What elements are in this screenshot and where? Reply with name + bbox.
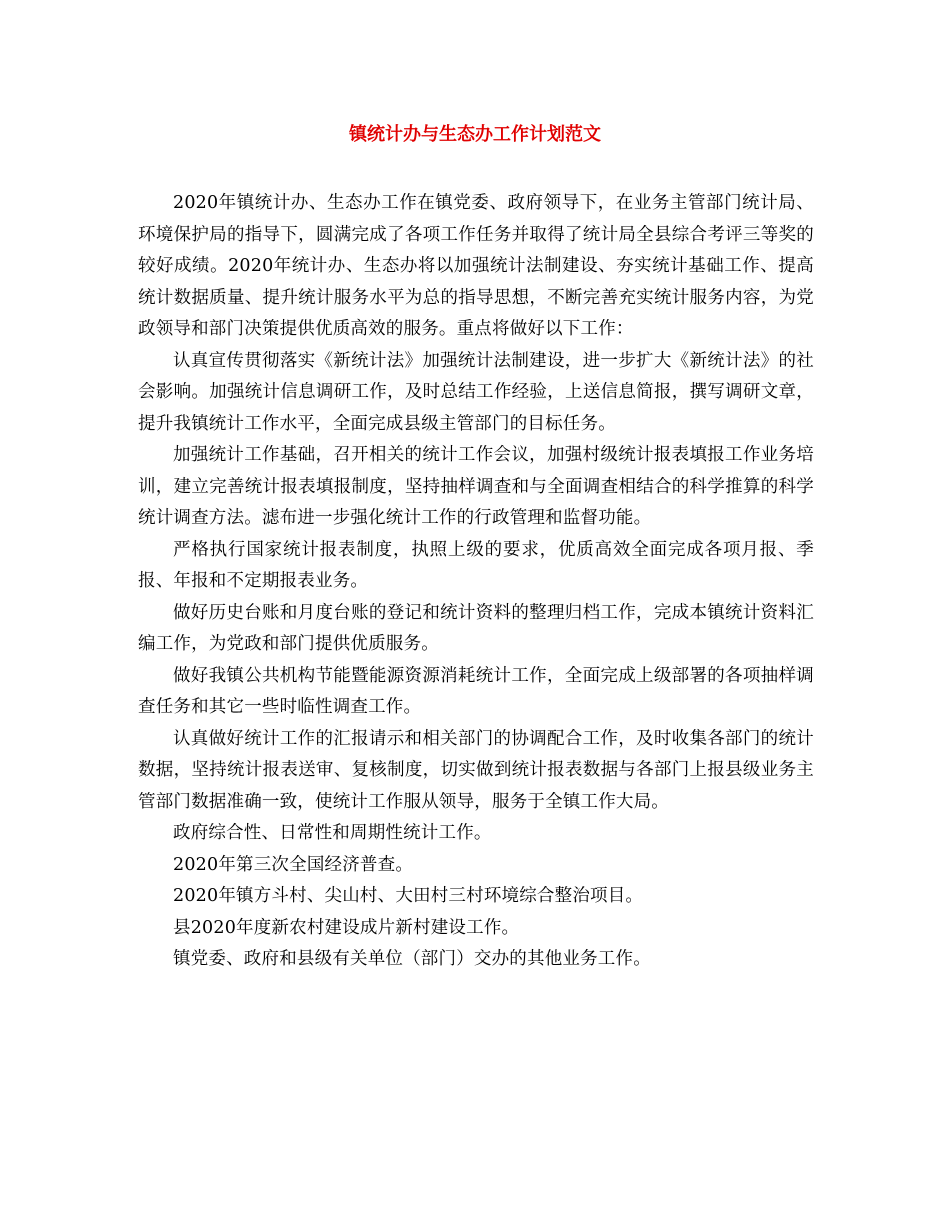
paragraph: 政府综合性、日常性和周期性统计工作。	[173, 823, 492, 843]
paragraph: 认真宣传贯彻落实《新统计法》加强统计法制建设，进一步扩大《新统计法》的社会影响。加强统计信息调研工作，及时总结工作经验，上送信息简报，撰写调研文章，提升我镇统计工作水平，全面完成县级主管部门的目标任务。	[138, 350, 814, 434]
paragraph: 做好我镇公共机构节能暨能源资源消耗统计工作，全面完成上级部署的各项抽样调查任务和其它一些时临性调查工作。	[138, 665, 814, 717]
paragraph: 严格执行国家统计报表制度，执照上级的要求，优质高效全面完成各项月报、季报、年报和不定期报表业务。	[138, 539, 814, 591]
paragraph: 做好历史台账和月度台账的登记和统计资料的整理归档工作，完成本镇统计资料汇编工作，为党政和部门提供优质服务。	[138, 602, 814, 654]
paragraph: 认真做好统计工作的汇报请示和相关部门的协调配合工作，及时收集各部门的统计数据，坚持统计报表送审、复核制度，切实做到统计报表数据与各部门上报县级业务主管部门数据准确一致，使统计工作服从领导，服务于全镇工作大局。	[138, 728, 814, 812]
paragraph: 镇党委、政府和县级有关单位（部门）交办的其他业务工作。	[173, 949, 651, 969]
document-body	[138, 188, 814, 976]
paragraph: 2020年镇统计办、生态办工作在镇党委、政府领导下，在业务主管部门统计局、环境保护局的指导下，圆满完成了各项工作任务并取得了统计局全县综合考评三等奖的较好成绩。2020年统计办、生态办将以加强统计法制建设、夯实统计基础工作、提高统计数据质量、提升统计服务水平为总的指导思想，不断完善充实统计服务内容，为党政领导和部门决策提供优质高效的服务。重点将做好以下工作：	[138, 193, 814, 339]
paragraph: 加强统计工作基础，召开相关的统计工作会议，加强村级统计报表填报工作业务培训，建立完善统计报表填报制度，坚持抽样调查和与全面调查相结合的科学推算的科学统计调查方法。滤布进一步强化统计工作的行政管理和监督功能。	[138, 445, 814, 528]
paragraph: 县2020年度新农村建设成片新村建设工作。	[173, 917, 520, 938]
paragraph: 2020年镇方斗村、尖山村、大田村三村环境综合整治项目。	[173, 886, 644, 906]
document-title: 镇统计办与生态办工作计划范文	[349, 124, 601, 145]
paragraph: 2020年第三次全国经济普查。	[173, 854, 414, 875]
